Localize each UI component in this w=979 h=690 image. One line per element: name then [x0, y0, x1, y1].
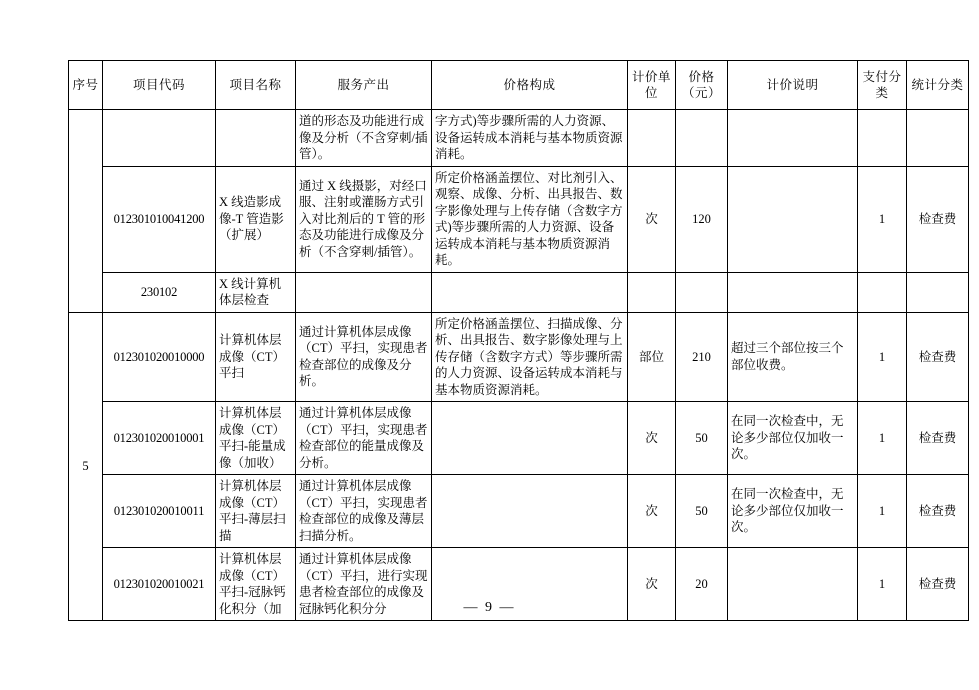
- cell-name: 计算机体层成像（CT）平扫-冠脉钙化积分（加: [216, 548, 296, 621]
- header-stat-class: 统计分类: [907, 61, 969, 110]
- header-name: 项目名称: [216, 61, 296, 110]
- cell-code: 012301020010011: [103, 475, 216, 548]
- cell-stat-class: 检查费: [907, 475, 969, 548]
- header-price: 价格（元）: [676, 61, 728, 110]
- cell-output: 道的形态及功能进行成像及分析（不含穿刺/插管）。: [296, 110, 432, 167]
- cell-price: 120: [676, 166, 728, 272]
- cell-price: [676, 110, 728, 167]
- cell-composition: 所定价格涵盖摆位、扫描成像、分析、出具报告、数字影像处理与上传存储（含数字方式）等步骤所需的人力资源、设备运转成本消耗与基本物质资源消耗。: [432, 312, 628, 402]
- header-output: 服务产出: [296, 61, 432, 110]
- header-description: 计价说明: [728, 61, 858, 110]
- header-seq: 序号: [69, 61, 103, 110]
- price-table: [68, 60, 969, 621]
- table-row: [69, 110, 969, 167]
- table-row: [69, 402, 969, 475]
- cell-output: 通过计算机体层成像（CT）平扫，进行实现患者检查部位的成像及冠脉钙化积分分: [296, 548, 432, 621]
- cell-name: 计算机体层成像（CT）平扫: [216, 312, 296, 402]
- page-number: — 9 —: [463, 600, 516, 615]
- cell-composition: [432, 475, 628, 548]
- cell-seq: [69, 110, 103, 313]
- cell-pay-class: 1: [858, 166, 907, 272]
- cell-pay-class: [858, 110, 907, 167]
- cell-composition: [432, 272, 628, 312]
- cell-name: [216, 110, 296, 167]
- cell-description: 在同一次检查中，无论多少部位仅加收一次。: [728, 402, 858, 475]
- table-body: [69, 110, 969, 621]
- cell-description: [728, 272, 858, 312]
- table-header: [69, 61, 969, 110]
- cell-stat-class: 检查费: [907, 166, 969, 272]
- header-code: 项目代码: [103, 61, 216, 110]
- header-row: [69, 61, 969, 110]
- table-row: [69, 312, 969, 402]
- cell-description: 超过三个部位按三个部位收费。: [728, 312, 858, 402]
- cell-name: X 线计算机体层检查: [216, 272, 296, 312]
- header-unit: 计价单位: [628, 61, 676, 110]
- cell-code: 012301020010021: [103, 548, 216, 621]
- cell-unit: 次: [628, 548, 676, 621]
- cell-description: [728, 110, 858, 167]
- cell-stat-class: [907, 110, 969, 167]
- cell-name: 计算机体层成像（CT）平扫-薄层扫描: [216, 475, 296, 548]
- cell-code: 230102: [103, 272, 216, 312]
- cell-unit: 次: [628, 402, 676, 475]
- cell-unit: 次: [628, 475, 676, 548]
- cell-pay-class: 1: [858, 475, 907, 548]
- cell-pay-class: 1: [858, 548, 907, 621]
- cell-price: 50: [676, 402, 728, 475]
- cell-seq: 5: [69, 312, 103, 621]
- cell-stat-class: 检查费: [907, 548, 969, 621]
- cell-unit: [628, 110, 676, 167]
- cell-unit: [628, 272, 676, 312]
- cell-stat-class: 检查费: [907, 402, 969, 475]
- cell-composition: 字方式)等步骤所需的人力资源、设备运转成本消耗与基本物质资源消耗。: [432, 110, 628, 167]
- cell-pay-class: 1: [858, 402, 907, 475]
- header-composition: 价格构成: [432, 61, 628, 110]
- cell-output: 通过 X 线摄影，对经口服、注射或灌肠方式引入对比剂后的 T 管的形态及功能进行成像及分析（不含穿刺/插管）。: [296, 166, 432, 272]
- cell-output: [296, 272, 432, 312]
- cell-stat-class: 检查费: [907, 312, 969, 402]
- table-row: [69, 475, 969, 548]
- cell-name: 计算机体层成像（CT）平扫-能量成像（加收）: [216, 402, 296, 475]
- cell-unit: 次: [628, 166, 676, 272]
- table-row: [69, 166, 969, 272]
- header-pay-class: 支付分类: [858, 61, 907, 110]
- cell-stat-class: [907, 272, 969, 312]
- cell-composition: 所定价格涵盖摆位、对比剂引入、观察、成像、分析、出具报告、数字影像处理与上传存储（含数字方式)等步骤所需的人力资源、设备运转成本消耗与基本物质资源消耗。: [432, 166, 628, 272]
- cell-code: 012301010041200: [103, 166, 216, 272]
- cell-price: 20: [676, 548, 728, 621]
- cell-pay-class: 1: [858, 312, 907, 402]
- cell-output: 通过计算机体层成像（CT）平扫，实现患者检查部位的成像及分析。: [296, 312, 432, 402]
- cell-code: 012301020010000: [103, 312, 216, 402]
- cell-output: 通过计算机体层成像（CT）平扫，实现患者检查部位的成像及薄层扫描分析。: [296, 475, 432, 548]
- cell-name: X 线造影成像-T 管造影（扩展）: [216, 166, 296, 272]
- cell-price: 50: [676, 475, 728, 548]
- table-row-section: [69, 272, 969, 312]
- cell-pay-class: [858, 272, 907, 312]
- cell-price: [676, 272, 728, 312]
- cell-code: 012301020010001: [103, 402, 216, 475]
- cell-description: 在同一次检查中，无论多少部位仅加收一次。: [728, 475, 858, 548]
- cell-composition: [432, 402, 628, 475]
- cell-description: [728, 166, 858, 272]
- cell-unit: 部位: [628, 312, 676, 402]
- cell-output: 通过计算机体层成像（CT）平扫，实现患者检查部位的能量成像及分析。: [296, 402, 432, 475]
- cell-code: [103, 110, 216, 167]
- cell-price: 210: [676, 312, 728, 402]
